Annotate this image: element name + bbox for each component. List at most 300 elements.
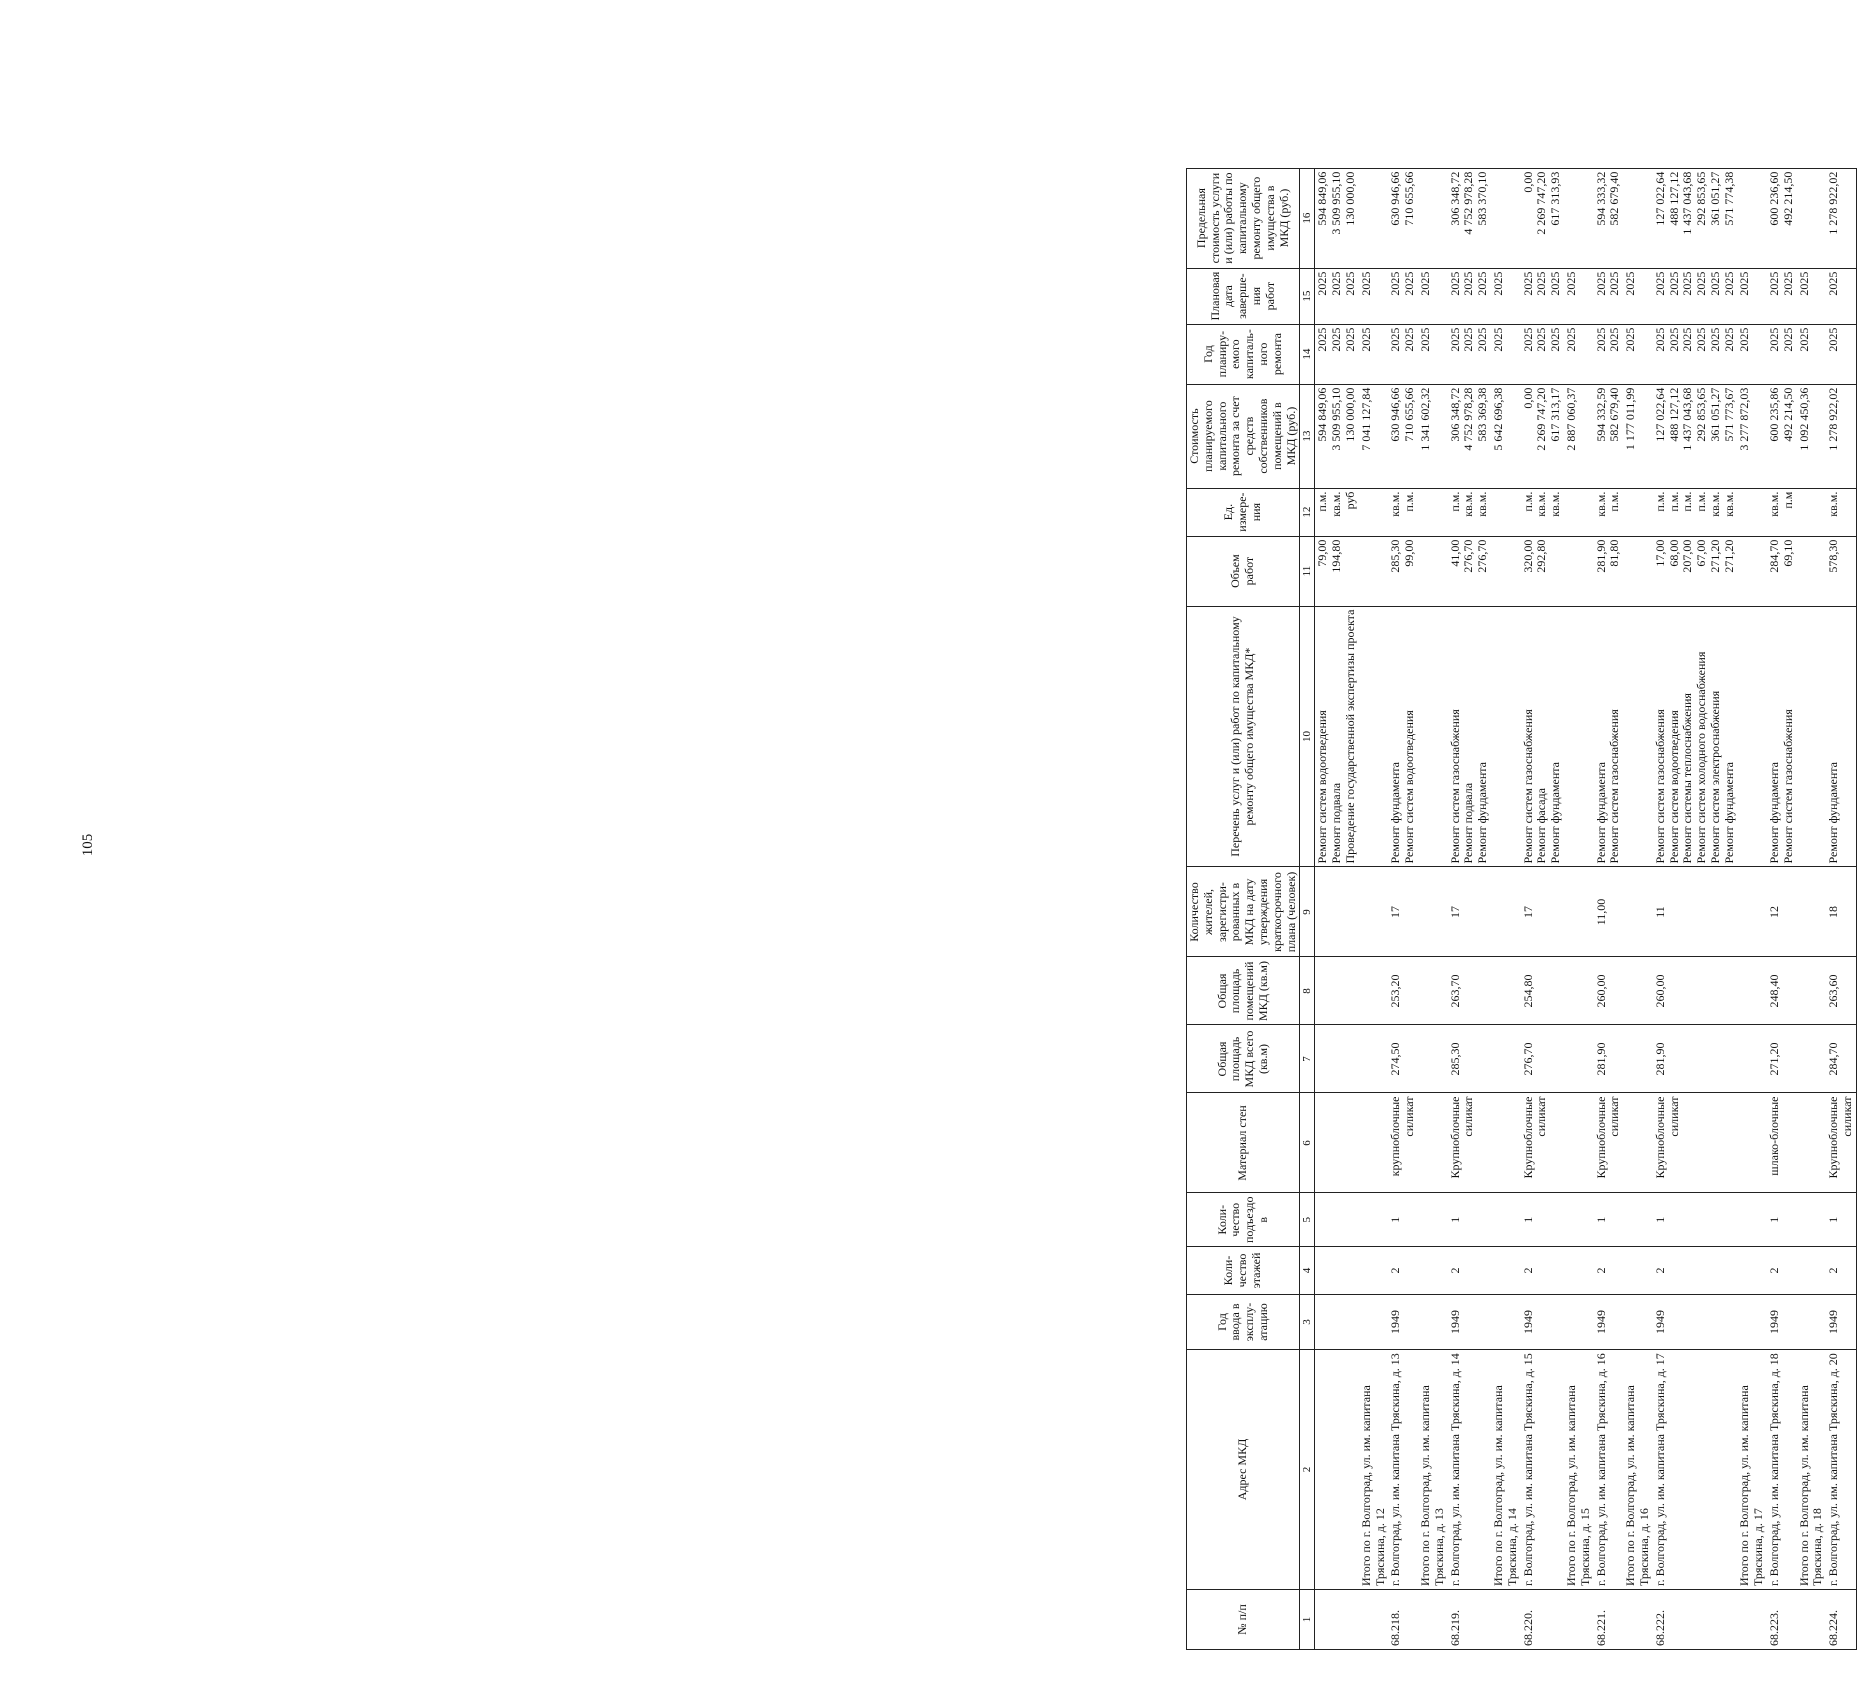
floors: 2 (1594, 1247, 1624, 1295)
cost (1767, 384, 1797, 488)
cost-line: 571 773,67 (1721, 387, 1736, 442)
empty-cell (1418, 488, 1448, 536)
empty-cell (1418, 1247, 1448, 1295)
header-cell: Количество жителей, зарегистри-рованных в МКД на дату утверждения краткосрочного плана (человек) (1187, 867, 1300, 957)
end-date-line: 2025 (1520, 271, 1535, 296)
entrances: 1 (1653, 1193, 1738, 1247)
end-date-line: 2025 (1707, 271, 1722, 296)
cost-line: 2 269 747,20 (1534, 387, 1549, 451)
works-list-line: Ремонт систем газоснабжения (1447, 709, 1462, 864)
cost-line: 130 000,00 (1342, 387, 1357, 442)
row-number (1418, 1590, 1448, 1650)
empty-cell (1359, 1295, 1389, 1350)
unit-line: кв.м. (1826, 491, 1841, 517)
limit-cost-line: 710 655,66 (1402, 171, 1417, 226)
residents (1315, 867, 1359, 957)
end-date-line: 2025 (1721, 271, 1736, 296)
column-number: 4 (1300, 1247, 1315, 1295)
area-rooms: 254,80 (1521, 957, 1564, 1025)
plan-year-line: 2025 (1534, 327, 1549, 352)
plan-year-line: 2025 (1447, 327, 1462, 352)
cost (1521, 384, 1564, 488)
address: Итого по г. Волгоград, ул. им. капитана Тряскина, д. 18 (1797, 1350, 1827, 1590)
unit-line: п.м. (1652, 491, 1667, 512)
works-list-line: Ремонт системы теплоснабжения (1680, 693, 1695, 864)
row-number (1623, 1590, 1653, 1650)
volume-line: 285,30 (1388, 539, 1403, 573)
empty-cell (1564, 1295, 1594, 1350)
empty-cell (1797, 1247, 1827, 1295)
end-date-line: 2025 (1607, 271, 1622, 296)
limit-cost (1388, 168, 1418, 268)
volume-line: 17,00 (1652, 539, 1667, 567)
year-built: 1949 (1826, 1295, 1856, 1350)
row-number: 68.221. (1594, 1590, 1624, 1650)
total-row (1623, 168, 1653, 1649)
plan-year-line: 2025 (1707, 327, 1722, 352)
works-list-line: Ремонт систем газоснабжения (1652, 709, 1667, 864)
empty-cell (1418, 1025, 1448, 1093)
empty-cell (1623, 1193, 1653, 1247)
header-cell: Коли-чество подъездо в (1187, 1193, 1300, 1247)
unit-line: кв.м. (1767, 491, 1782, 517)
header-cell: Плановая дата заверше-ния работ (1187, 268, 1300, 324)
end-date-line: 2025 (1767, 271, 1782, 296)
unit-line: кв.м. (1534, 491, 1549, 517)
header-cell: Год ввода в эксплу-атацию (1187, 1295, 1300, 1350)
empty-cell (1737, 867, 1767, 957)
row-number (1315, 1590, 1359, 1650)
row-number (1564, 1590, 1594, 1650)
wall-material: шлако-блочные (1767, 1093, 1797, 1193)
column-number: 16 (1300, 168, 1315, 268)
cost (1826, 384, 1856, 488)
year-built: 1949 (1448, 1295, 1491, 1350)
plan-year (1767, 324, 1797, 384)
address: Итого по г. Волгоград, ул. им. капитана Тряскина, д. 14 (1491, 1350, 1521, 1590)
unit-line: кв.м. (1593, 491, 1608, 517)
area-rooms (1315, 957, 1359, 1025)
limit-cost (1826, 168, 1856, 268)
end-date-line: 2025 (1461, 271, 1476, 296)
unit (1594, 488, 1624, 536)
plan-year (1594, 324, 1624, 384)
empty-cell (1737, 1093, 1767, 1193)
cost-line: 583 369,38 (1475, 387, 1490, 442)
volume-line: 276,70 (1461, 539, 1476, 573)
limit-cost-line: 130 000,00 (1342, 171, 1357, 226)
empty-cell (1623, 1247, 1653, 1295)
empty-cell (1737, 488, 1767, 536)
volume-line: 81,80 (1607, 539, 1622, 567)
limit-cost-line: 127 022,64 (1652, 171, 1667, 226)
volume (1826, 536, 1856, 606)
address: Итого по г. Волгоград, ул. им. капитана Тряскина, д. 12 (1359, 1350, 1389, 1590)
works-list (1388, 606, 1418, 867)
column-number: 11 (1300, 536, 1315, 606)
plan-year-total: 2025 (1564, 324, 1594, 384)
entrances: 1 (1826, 1193, 1856, 1247)
end-date-line: 2025 (1680, 271, 1695, 296)
empty-cell (1564, 488, 1594, 536)
floors: 2 (1653, 1247, 1738, 1295)
row-number (1491, 1590, 1521, 1650)
cost-line: 630 946,66 (1388, 387, 1403, 442)
unit (1315, 488, 1359, 536)
limit-cost-line: 292 853,65 (1694, 171, 1709, 226)
works-list-line: Ремонт систем водоотведения (1315, 710, 1330, 864)
empty-cell (1797, 536, 1827, 606)
end-date-line: 2025 (1534, 271, 1549, 296)
plan-year-line: 2025 (1652, 327, 1667, 352)
end-date-total: 2025 (1737, 268, 1767, 324)
column-number-row (1300, 168, 1315, 1649)
address: Итого по г. Волгоград, ул. им. капитана Тряскина, д. 13 (1418, 1350, 1448, 1590)
empty-cell (1359, 957, 1389, 1025)
cost-total: 7 041 127,84 (1359, 384, 1389, 488)
residents: 17 (1388, 867, 1418, 957)
plan-year-line: 2025 (1694, 327, 1709, 352)
works-list-line: Ремонт систем газоснабжения (1520, 709, 1535, 864)
area-rooms: 260,00 (1594, 957, 1624, 1025)
cost-line: 600 235,86 (1767, 387, 1782, 442)
cost-line: 488 127,12 (1666, 387, 1681, 442)
end-date (1826, 268, 1856, 324)
header-cell: Объем работ (1187, 536, 1300, 606)
header-cell: Материал стен (1187, 1093, 1300, 1193)
empty-cell (1491, 1025, 1521, 1093)
table-row (1315, 168, 1359, 1649)
cost-line: 492 214,50 (1780, 387, 1795, 442)
empty-cell (1564, 867, 1594, 957)
limit-cost-line: 2 269 747,20 (1534, 171, 1549, 235)
unit-line: кв.м. (1461, 491, 1476, 517)
total-row (1491, 168, 1521, 1649)
cost (1388, 384, 1418, 488)
end-date-total: 2025 (1491, 268, 1521, 324)
year-built: 1949 (1521, 1295, 1564, 1350)
empty-cell (1418, 606, 1448, 867)
page-number: 105 (80, 833, 96, 857)
row-number (1359, 1590, 1389, 1650)
cost-line: 594 849,06 (1315, 387, 1330, 442)
floors: 2 (1388, 1247, 1418, 1295)
wall-material (1315, 1093, 1359, 1193)
residents: 18 (1826, 867, 1856, 957)
empty-cell (1623, 1025, 1653, 1093)
end-date-line: 2025 (1447, 271, 1462, 296)
entrances: 1 (1388, 1193, 1418, 1247)
table-row (1826, 168, 1856, 1649)
area-total: 276,70 (1521, 1025, 1564, 1093)
volume-line: 320,00 (1520, 539, 1535, 573)
cost (1653, 384, 1738, 488)
works-list-line: Ремонт систем водоотведения (1402, 710, 1417, 864)
row-number: 68.224. (1826, 1590, 1856, 1650)
empty-cell (1359, 1025, 1389, 1093)
unit-line: кв.м. (1548, 491, 1563, 517)
area-rooms: 263,60 (1826, 957, 1856, 1025)
unit (1448, 488, 1491, 536)
empty-cell (1797, 1093, 1827, 1193)
empty-cell (1491, 536, 1521, 606)
unit-line: кв.м. (1475, 491, 1490, 517)
works-list-line: Ремонт подвала (1461, 782, 1476, 864)
empty-cell (1491, 1295, 1521, 1350)
wall-material: Крупноблочные силикат (1594, 1093, 1624, 1193)
plan-year-line: 2025 (1607, 327, 1622, 352)
header-cell: Год планиру-емого капиталь-ного ремонта (1187, 324, 1300, 384)
header-cell: Общая площадь помещений МКД (кв.м) (1187, 957, 1300, 1025)
empty-cell (1359, 1247, 1389, 1295)
empty-cell (1564, 957, 1594, 1025)
plan-year-total: 2025 (1797, 324, 1827, 384)
area-total: 281,90 (1594, 1025, 1624, 1093)
plan-year-line: 2025 (1826, 327, 1841, 352)
year-built: 1949 (1594, 1295, 1624, 1350)
end-date-line: 2025 (1475, 271, 1490, 296)
column-number: 12 (1300, 488, 1315, 536)
column-number: 1 (1300, 1590, 1315, 1650)
plan-year (1826, 324, 1856, 384)
year-built: 1949 (1653, 1295, 1738, 1350)
plan-year-line: 2025 (1388, 327, 1403, 352)
column-number: 6 (1300, 1093, 1315, 1193)
area-rooms: 263,70 (1448, 957, 1491, 1025)
entrances: 1 (1767, 1193, 1797, 1247)
cost-total: 3 277 872,03 (1737, 384, 1767, 488)
plan-year-line: 2025 (1342, 327, 1357, 352)
empty-cell (1564, 536, 1594, 606)
limit-cost-line: 583 370,10 (1475, 171, 1490, 226)
entrances: 1 (1448, 1193, 1491, 1247)
address: г. Волгоград, ул. им. капитана Тряскина, д. 17 (1653, 1350, 1738, 1590)
volume (1594, 536, 1624, 606)
cost-line: 710 655,66 (1402, 387, 1417, 442)
area-rooms: 260,00 (1653, 957, 1738, 1025)
wall-material: Крупноблочные силикат (1826, 1093, 1856, 1193)
end-date-line: 2025 (1666, 271, 1681, 296)
total-row (1564, 168, 1594, 1649)
address: Итого по г. Волгоград, ул. им. капитана Тряскина, д. 17 (1737, 1350, 1767, 1590)
cost-line: 1 278 922,02 (1826, 387, 1841, 451)
column-number: 7 (1300, 1025, 1315, 1093)
empty-cell (1491, 168, 1521, 268)
row-number: 68.223. (1767, 1590, 1797, 1650)
area-total (1315, 1025, 1359, 1093)
area-rooms: 248,40 (1767, 957, 1797, 1025)
empty-cell (1737, 168, 1767, 268)
volume-line: 99,00 (1402, 539, 1417, 567)
limit-cost-line: 582 679,40 (1607, 171, 1622, 226)
row-number: 68.218. (1388, 1590, 1418, 1650)
address: г. Волгоград, ул. им. капитана Тряскина, д. 20 (1826, 1350, 1856, 1590)
header-cell: Коли-чество этажей (1187, 1247, 1300, 1295)
cost-line: 3 509 955,10 (1329, 387, 1344, 451)
volume-line: 578,30 (1826, 539, 1841, 573)
cost-line: 1 437 043,68 (1680, 387, 1695, 451)
empty-cell (1737, 1193, 1767, 1247)
address: г. Волгоград, ул. им. капитана Тряскина, д. 14 (1448, 1350, 1491, 1590)
limit-cost (1315, 168, 1359, 268)
plan-year-line: 2025 (1666, 327, 1681, 352)
works-list-line: Ремонт систем газоснабжения (1780, 709, 1795, 864)
works-list (1521, 606, 1564, 867)
volume-line: 284,70 (1767, 539, 1782, 573)
empty-cell (1737, 606, 1767, 867)
works-list-line: Ремонт систем электроснабжения (1707, 690, 1722, 864)
empty-cell (1491, 606, 1521, 867)
table-row (1521, 168, 1564, 1649)
empty-cell (1418, 1093, 1448, 1193)
end-date-line: 2025 (1548, 271, 1563, 296)
volume-line: 276,70 (1475, 539, 1490, 573)
empty-cell (1491, 1193, 1521, 1247)
empty-cell (1623, 606, 1653, 867)
cost-total: 2 887 060,37 (1564, 384, 1594, 488)
plan-year-line: 2025 (1548, 327, 1563, 352)
address: Итого по г. Волгоград, ул. им. капитана Тряскина, д. 15 (1564, 1350, 1594, 1590)
empty-cell (1564, 1193, 1594, 1247)
column-number: 10 (1300, 606, 1315, 867)
works-list (1653, 606, 1738, 867)
end-date-line: 2025 (1694, 271, 1709, 296)
volume-line: 69,10 (1780, 539, 1795, 567)
cost-total: 1 092 450,36 (1797, 384, 1827, 488)
cost-total: 1 341 602,32 (1418, 384, 1448, 488)
table-row (1448, 168, 1491, 1649)
plan-year-line: 2025 (1780, 327, 1795, 352)
empty-cell (1359, 488, 1389, 536)
empty-cell (1359, 867, 1389, 957)
empty-cell (1623, 867, 1653, 957)
empty-cell (1564, 1247, 1594, 1295)
column-number: 5 (1300, 1193, 1315, 1247)
limit-cost-line: 594 849,06 (1315, 171, 1330, 226)
column-number: 14 (1300, 324, 1315, 384)
table-row (1388, 168, 1418, 1649)
address: Итого по г. Волгоград, ул. им. капитана Тряскина, д. 16 (1623, 1350, 1653, 1590)
plan-year-line: 2025 (1329, 327, 1344, 352)
address (1315, 1350, 1359, 1590)
empty-cell (1418, 867, 1448, 957)
plan-year (1448, 324, 1491, 384)
empty-cell (1491, 957, 1521, 1025)
unit (1653, 488, 1738, 536)
limit-cost-line: 630 946,66 (1388, 171, 1403, 226)
empty-cell (1491, 867, 1521, 957)
empty-cell (1623, 1295, 1653, 1350)
year-built: 1949 (1388, 1295, 1418, 1350)
plan-year-line: 2025 (1767, 327, 1782, 352)
limit-cost-line: 1 437 043,68 (1680, 171, 1695, 235)
cost-line: 594 332,59 (1593, 387, 1608, 442)
empty-cell (1797, 488, 1827, 536)
end-date (1653, 268, 1738, 324)
unit-line: п.м. (1694, 491, 1709, 512)
empty-cell (1797, 1193, 1827, 1247)
empty-cell (1623, 168, 1653, 268)
area-total: 285,30 (1448, 1025, 1491, 1093)
residents: 11 (1653, 867, 1738, 957)
column-number: 3 (1300, 1295, 1315, 1350)
table-body (1315, 168, 1856, 1649)
cost (1448, 384, 1491, 488)
works-list-line: Ремонт систем газоснабжения (1607, 709, 1622, 864)
end-date-line: 2025 (1780, 271, 1795, 296)
plan-year-total: 2025 (1737, 324, 1767, 384)
wall-material: крупноблочные силикат (1388, 1093, 1418, 1193)
works-list-line: Ремонт фундамента (1388, 762, 1403, 864)
plan-year-total: 2025 (1623, 324, 1653, 384)
cost-line: 361 051,27 (1707, 387, 1722, 442)
end-date-total: 2025 (1564, 268, 1594, 324)
empty-cell (1564, 1093, 1594, 1193)
empty-cell (1418, 536, 1448, 606)
unit-line: п.м (1780, 491, 1795, 509)
row-number: 68.219. (1448, 1590, 1491, 1650)
volume (1767, 536, 1797, 606)
empty-cell (1359, 606, 1389, 867)
works-list-line: Ремонт фундамента (1475, 762, 1490, 864)
limit-cost (1448, 168, 1491, 268)
end-date-line: 2025 (1388, 271, 1403, 296)
floors: 2 (1767, 1247, 1797, 1295)
residents: 17 (1448, 867, 1491, 957)
empty-cell (1359, 1093, 1389, 1193)
row-number (1797, 1590, 1827, 1650)
address: г. Волгоград, ул. им. капитана Тряскина, д. 18 (1767, 1350, 1797, 1590)
column-number: 2 (1300, 1350, 1315, 1590)
limit-cost-line: 488 127,12 (1666, 171, 1681, 226)
limit-cost-line: 600 236,60 (1767, 171, 1782, 226)
plan-year-line: 2025 (1680, 327, 1695, 352)
works-list-line: Ремонт фундамента (1593, 762, 1608, 864)
repair-plan-table (1186, 168, 1857, 1650)
empty-cell (1623, 536, 1653, 606)
volume (1653, 536, 1738, 606)
area-rooms: 253,20 (1388, 957, 1418, 1025)
end-date (1315, 268, 1359, 324)
empty-cell (1491, 1093, 1521, 1193)
works-list-line: Ремонт подвала (1329, 782, 1344, 864)
limit-cost-line: 0,00 (1520, 171, 1535, 193)
floors: 2 (1448, 1247, 1491, 1295)
empty-cell (1491, 488, 1521, 536)
plan-year-line: 2025 (1721, 327, 1736, 352)
empty-cell (1797, 867, 1827, 957)
volume-line: 41,00 (1447, 539, 1462, 567)
works-list (1594, 606, 1624, 867)
year-built: 1949 (1767, 1295, 1797, 1350)
volume-line: 194,80 (1329, 539, 1344, 573)
unit (1521, 488, 1564, 536)
end-date-line: 2025 (1402, 271, 1417, 296)
empty-cell (1418, 1295, 1448, 1350)
unit-line: п.м. (1447, 491, 1462, 512)
total-row (1418, 168, 1448, 1649)
row-number: 68.222. (1653, 1590, 1738, 1650)
empty-cell (1564, 606, 1594, 867)
empty-cell (1418, 1193, 1448, 1247)
header-cell: Общая площадь МКД всего (кв.м) (1187, 1025, 1300, 1093)
cost (1315, 384, 1359, 488)
end-date-line: 2025 (1652, 271, 1667, 296)
empty-cell (1737, 536, 1767, 606)
empty-cell (1797, 606, 1827, 867)
plan-year-line: 2025 (1461, 327, 1476, 352)
works-list (1315, 606, 1359, 867)
